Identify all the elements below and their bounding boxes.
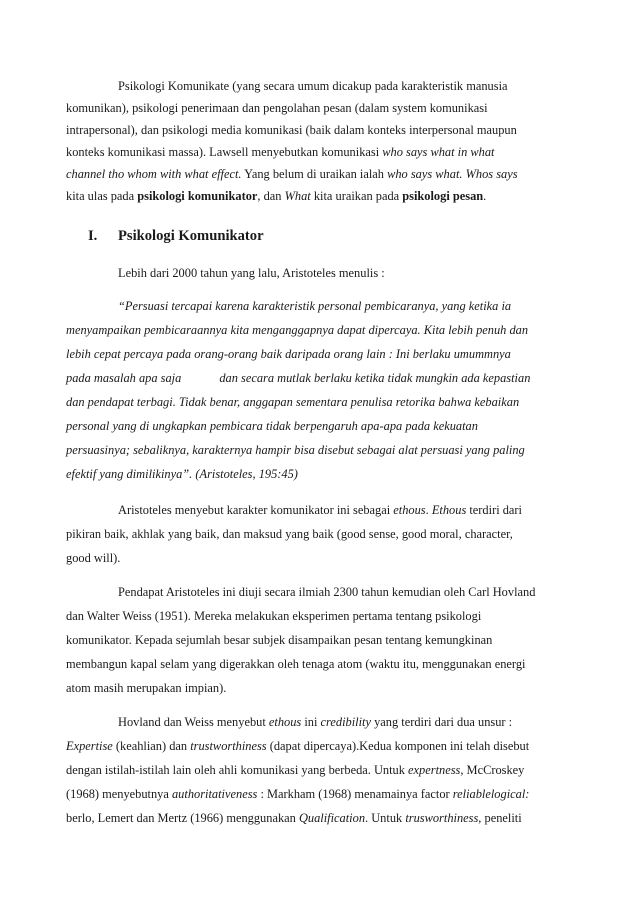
text-run-italic: trusworthiness, (405, 811, 482, 825)
text-run: , McCroskey (460, 763, 525, 777)
text-run-italic: reliablelogical: (452, 787, 530, 801)
credibility-line-2 (66, 738, 529, 754)
intro-line-6 (66, 188, 486, 204)
quote-line-7: persuasinya; sebaliknya, karakternya hampir bisa disebut sebagai alat persuasi yang paling (66, 443, 525, 457)
text-run: . (425, 503, 432, 517)
text-run: dan secara mutlak berlaku ketika tidak mungkin ada kepastian (219, 371, 531, 385)
quote-line-4 (66, 370, 530, 386)
text-run: Hovland dan Weiss menyebut (118, 715, 269, 729)
text-run: pada masalah apa saja (66, 371, 182, 385)
text-run: kita uraikan pada (310, 189, 403, 203)
text-run-italic: channel tho whom with what effect. (66, 167, 242, 181)
text-run: yang terdiri dari dua unsur : (371, 715, 513, 729)
ethous-line-3: good will). (66, 551, 121, 565)
text-run: (dapat dipercaya).Kedua komponen ini telah disebut (266, 739, 530, 753)
text-run: dengan istilah-istilah lain oleh ahli komunikasi yang berbeda. Untuk (66, 763, 409, 777)
ethous-line-1 (118, 502, 522, 518)
hovland-line-1: Pendapat Aristoteles ini diuji secara ilmiah 2300 tahun kemudian oleh Carl Hovland (118, 585, 536, 599)
quote-line-2: menyampaikan pembicaraannya kita menganggapnya dapat dipercaya. Kita lebih penuh dan (66, 323, 529, 337)
text-run: , dan (257, 189, 285, 203)
text-run-italic: authoritativeness (171, 787, 258, 801)
hovland-line-5: atom masih merupakan impian). (66, 681, 227, 695)
aristoteles-line-1: Lebih dari 2000 tahun yang lalu, Aristoteles menulis : (118, 266, 385, 280)
quote-line-1: “Persuasi tercapai karena karakteristik personal pembicaranya, yang ketika ia (118, 299, 512, 313)
credibility-line-3 (66, 762, 524, 778)
text-run: kita ulas pada (66, 189, 138, 203)
section-heading (88, 228, 264, 245)
section-number: I. (88, 228, 98, 244)
text-run: berlo, Lemert dan Mertz (1966) menggunakan (66, 811, 299, 825)
hovland-line-4: membangun kapal selam yang digerakkan oleh tenaga atom (waktu itu, menggunakan energi (66, 657, 526, 671)
text-run-italic: Qualification (298, 811, 366, 825)
text-run: . (483, 189, 487, 203)
intro-line-4 (66, 144, 494, 160)
intro-line-3: intrapersonal), dan psikologi media komunikasi (baik dalam konteks interpersonal maupun (66, 123, 517, 137)
credibility-line-5 (66, 810, 522, 826)
text-run: . Untuk (365, 811, 406, 825)
quote-line-3: lebih cepat percaya pada orang-orang baik daripada orang lain : Ini berlaku umummnya (66, 347, 511, 361)
text-run: peneliti (481, 811, 522, 825)
intro-line-2: komunikan), psikologi penerimaan dan pengolahan pesan (dalam system komunikasi (66, 101, 488, 115)
text-run-italic: who says what. Whos says (387, 167, 518, 181)
text-run-italic: Expertise (66, 739, 113, 753)
text-run-italic: Ethous (431, 503, 467, 517)
text-run-italic: trustworthiness (190, 739, 267, 753)
section-title: Psikologi Komunikator (118, 228, 264, 244)
hovland-line-2: dan Walter Weiss (1951). Mereka melakukan eksperimen pertama tentang psikologi (66, 609, 482, 623)
credibility-line-1 (118, 714, 512, 730)
text-run: terdiri dari (466, 503, 522, 517)
hovland-line-3: komunikator. Kepada sejumlah besar subjek disampaikan pesan tentang kemungkinan (66, 633, 493, 647)
text-run-italic: ethous (393, 503, 426, 517)
text-run-italic: who says what in what (382, 145, 495, 159)
credibility-line-4 (66, 786, 529, 802)
text-run-italic: credibility (320, 715, 371, 729)
intro-line-5 (66, 166, 518, 182)
text-run-bold: psikologi komunikator (137, 189, 258, 203)
text-run: (keahlian) dan (112, 739, 191, 753)
text-run-bold: psikologi pesan (402, 189, 484, 203)
quote-line-5: dan pendapat terbagi. Tidak benar, anggapan sementara penulisa retorika bahwa kebaikan (66, 395, 520, 409)
intro-line-1: Psikologi Komunikate (yang secara umum dicakup pada karakteristik manusia (118, 79, 508, 93)
quote-line-6: personal yang di ungkapkan pembicara tidak berpengaruh apa-apa pada kekuatan (66, 419, 478, 433)
text-run-italic: ethous (268, 715, 302, 729)
quote-line-8: efektif yang dimilikinya”. (Aristoteles, 195:45) (66, 467, 298, 481)
text-run: ini (301, 715, 321, 729)
ethous-line-2: pikiran baik, akhlak yang baik, dan maksud yang baik (good sense, good moral, character, (66, 527, 513, 541)
text-run: Aristoteles menyebut karakter komunikator ini sebagai (118, 503, 394, 517)
text-run: (1968) menyebutnya (66, 787, 172, 801)
text-run: : Markham (1968) menamainya factor (257, 787, 453, 801)
text-run: Yang belum di uraikan ialah (241, 167, 388, 181)
text-run-italic: What (284, 189, 311, 203)
text-run-italic: expertness (408, 763, 461, 777)
text-run: konteks komunikasi massa). Lawsell menyebutkan komunikasi (66, 145, 383, 159)
